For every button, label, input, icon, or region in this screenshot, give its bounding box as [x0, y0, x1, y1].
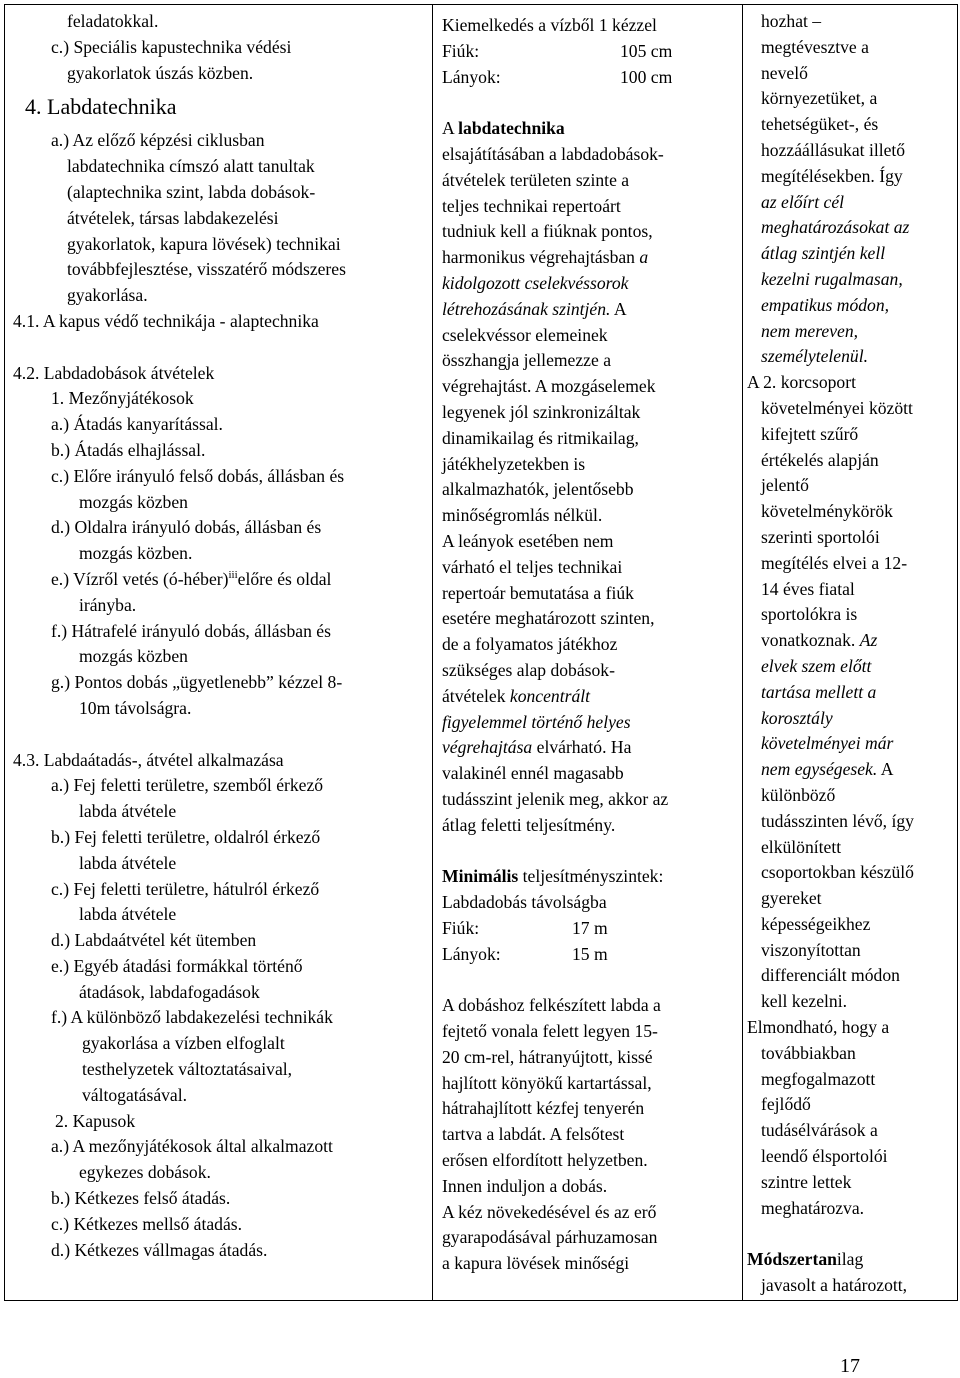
text-line: játékhelyzetekben is: [442, 453, 586, 474]
text-line: 14 éves fiatal: [761, 578, 855, 599]
list-item-cont: irányba.: [79, 594, 137, 615]
measure-row: [442, 942, 736, 968]
bold-text: labdatechnika: [458, 118, 565, 139]
text-line: hajlított könyökű kartartással,: [442, 1072, 652, 1093]
list-item: b.) Átadás elhajlással.: [51, 439, 206, 460]
text-line: empatikus módon,: [761, 294, 890, 315]
text-line: fejtető vonala felett legyen 15-: [442, 1021, 658, 1042]
text-line: dinamikailag és ritmikailag,: [442, 427, 639, 448]
text-line: értékelés alapján: [761, 449, 879, 470]
text-line: hátrahajlított kézfej tenyerén: [442, 1098, 645, 1119]
text-line: [747, 1247, 953, 1273]
text-line: Kiemelkedés a vízből 1 kézzel: [442, 15, 657, 35]
italic-text: a: [639, 247, 649, 268]
text-line: szintre lettek: [761, 1171, 852, 1192]
text-line: A dobáshoz felkészített labda a: [442, 995, 661, 1016]
text-line: javasolt a határozott,: [761, 1275, 908, 1296]
italic-text: Az: [859, 630, 878, 651]
text-line: labdatechnika címszó alatt tanultak: [67, 156, 315, 177]
text-line: cselekvéssor elemeinek: [442, 324, 608, 345]
text-line: megítélés elvei a 12-: [761, 552, 908, 573]
text-line: megfogalmazott: [761, 1068, 876, 1089]
text-line: minőségromlás nélkül.: [442, 505, 603, 526]
subsection-title: 4.3. Labdaátadás-, átvétel alkalmazása: [13, 749, 284, 770]
text-line: átlag szintjén kell: [761, 243, 886, 264]
subsection-title: 4.1. A kapus védő technikája - alaptechnika: [13, 310, 319, 331]
text-line: fejlődő: [761, 1094, 811, 1115]
text-line: gyarapodásával párhuzamosan: [442, 1227, 658, 1248]
list-item: c.) Kétkezes mellső átadás.: [51, 1213, 243, 1234]
italic-text: végrehajtása: [442, 737, 533, 758]
measure-value: 17 m: [572, 917, 608, 938]
text-line: leendő élsportolói: [761, 1146, 888, 1167]
text-line: [442, 245, 736, 271]
list-item: 2. Kapusok: [55, 1110, 136, 1131]
italic-text: nem egységesek.: [761, 759, 878, 780]
document-table: [4, 4, 958, 1301]
text-line: figyelemmel történő helyes: [442, 711, 631, 732]
list-item: b.) Fej feletti területre, oldalról érkező: [51, 826, 321, 847]
text-line: erősen elfordított helyzetben.: [442, 1150, 648, 1171]
text-line: 20 cm-rel, hátranyújtott, kissé: [442, 1046, 653, 1067]
footnote-ref: iii: [228, 569, 238, 582]
list-item: a.) Átadás kanyarítással.: [51, 414, 223, 435]
text: harmonikus végrehajtásban: [442, 247, 635, 268]
text-line: nem mereven,: [761, 320, 859, 341]
measure-value: 105 cm: [620, 40, 673, 61]
text-line: átvételek, társas labdakezelési: [67, 207, 279, 228]
measure-label: Fiúk:: [442, 40, 480, 61]
text-line: különböző: [761, 784, 836, 805]
subsection-title: 4.2. Labdadobások átvételek: [13, 362, 215, 383]
text-line: c.) Speciális kapustechnika védési: [51, 36, 292, 57]
text: vonatkoznak.: [761, 630, 856, 651]
list-item-cont: váltogatásával.: [82, 1084, 188, 1105]
text-line: követelményei már: [761, 733, 894, 754]
text-line: átlag feletti teljesítmény.: [442, 814, 616, 835]
measure-label: Fiúk:: [442, 917, 480, 938]
list-item: 1. Mezőnyjátékosok: [51, 388, 194, 409]
text-line: esetére meghatározott szinten,: [442, 608, 655, 629]
text-line: hozhat –: [761, 11, 822, 31]
text-line: kifejtett szűrő: [761, 423, 859, 444]
list-item: a.) A mezőnyjátékosok által alkalmazott: [51, 1136, 333, 1157]
text-line: tehetségüket-, és: [761, 114, 879, 135]
text-line: meghatározásokat az: [761, 217, 910, 238]
list-item-cont: labda átvétele: [79, 801, 177, 822]
measure-row: [442, 916, 736, 942]
text-line: kezelni rugalmasan,: [761, 268, 903, 289]
text-line: elvek szem előtt: [761, 655, 872, 676]
text-line: viszonyítottan: [761, 939, 861, 960]
text-line: legyenek jól szinkronizáltak: [442, 401, 641, 422]
text-line: csoportokban készülő: [761, 862, 914, 883]
text-line: nevelő: [761, 62, 808, 83]
list-item: b.) Kétkezes felső átadás.: [51, 1188, 231, 1209]
text-line: (alaptechnika szint, labda dobások-: [67, 181, 316, 202]
text-line: környezetüket, a: [761, 88, 878, 109]
italic-text: koncentrált: [509, 685, 591, 706]
list-item: d.) Labdaátvétel két ütemben: [51, 930, 257, 951]
measure-row: [442, 39, 736, 65]
text-line: tudásszint jelenik meg, akkor az: [442, 788, 669, 809]
measure-label: Lányok:: [442, 943, 501, 964]
list-item-cont: labda átvétele: [79, 904, 177, 925]
list-item-text: e.) Vízről vetés (ó-héber): [51, 568, 229, 589]
list-item: f.) A különböző labdakezelési technikák: [51, 1007, 333, 1028]
text-line: tudniuk kell a fiúknak pontos,: [442, 221, 653, 242]
text-line: korosztály: [761, 707, 833, 728]
text-line: gyereket: [761, 888, 822, 909]
measure-value: 15 m: [572, 943, 608, 964]
text-line: kell kezelni.: [761, 991, 847, 1012]
page-number: 17: [840, 1355, 860, 1377]
text: teljesítményszintek:: [522, 866, 664, 887]
text: átvételek: [442, 685, 506, 706]
text-line: a kapura lövések minőségi: [442, 1253, 630, 1274]
text-line: képességeikhez: [761, 913, 871, 934]
text: A: [880, 759, 894, 780]
list-item: [5, 567, 426, 593]
text-line: gyakorlása.: [67, 285, 148, 306]
text: A: [613, 298, 627, 319]
list-item-cont: testhelyzetek változtatásaival,: [82, 1059, 293, 1080]
text: A: [442, 118, 454, 139]
text-line: elsajátításában a labdadobások-: [442, 143, 664, 164]
text-line: Elmondható, hogy a: [747, 1017, 890, 1038]
text-line: megtévesztve a: [761, 36, 869, 57]
text-line: Labdadobás távolságba: [442, 892, 607, 913]
text-line: sportolókra is: [761, 604, 858, 625]
list-item-cont: labda átvétele: [79, 852, 177, 873]
text-line: jelentő: [761, 475, 809, 496]
text-line: személytelenül.: [761, 346, 868, 367]
text-line: [442, 116, 736, 142]
measure-label: Lányok:: [442, 66, 501, 87]
text-line: tudásszinten lévő, így: [761, 810, 914, 831]
text-line: megítélésekben. Így: [761, 165, 903, 186]
bold-text: Módszertan: [747, 1249, 837, 1270]
text-line: [442, 735, 736, 761]
text-line: követelményei között: [761, 397, 913, 418]
text-line: hozzáállásukat illető: [761, 139, 906, 160]
text-line: Innen induljon a dobás.: [442, 1175, 608, 1196]
list-item-cont: átadások, labdafogadások: [79, 981, 260, 1002]
italic-text: létrehozásának szintjén.: [442, 298, 611, 319]
list-item-cont: gyakorlása a vízben elfoglalt: [82, 1033, 285, 1054]
text-line: szerinti sportolói: [761, 526, 880, 547]
text-line: valakinél ennél magasabb: [442, 763, 624, 784]
list-item-cont: mozgás közben.: [79, 543, 193, 564]
measure-value: 100 cm: [620, 66, 673, 87]
text: elvárható. Ha: [536, 737, 632, 758]
list-item: e.) Egyéb átadási formákkal történő: [51, 955, 303, 976]
text-line: feladatokkal.: [67, 11, 159, 31]
text-line: várható el teljes technikai: [442, 556, 623, 577]
text-line: [747, 757, 953, 783]
text-line: elkülönített: [761, 836, 842, 857]
text-line: kidolgozott cselekvéssorok: [442, 272, 629, 293]
list-item-text: előre és oldal: [237, 568, 332, 589]
text-line: [442, 864, 736, 890]
list-item: f.) Hátrafelé irányuló dobás, állásban és: [51, 620, 331, 641]
text-line: alkalmazhatók, jelentősebb: [442, 479, 634, 500]
text: ilag: [836, 1249, 864, 1270]
text-line: tartása mellett a: [761, 681, 877, 702]
text-line: tudásélvárások a: [761, 1120, 878, 1141]
text-line: gyakorlatok úszás közben.: [67, 62, 254, 83]
text-line: repertoár bemutatása a fiúk: [442, 582, 634, 603]
section-heading: 4. Labdatechnika: [25, 94, 177, 120]
text-line: A kéz növekedésével és az erő: [442, 1201, 657, 1222]
text-line: [442, 297, 736, 323]
measure-row: [442, 65, 736, 91]
text-line: [747, 628, 953, 654]
text-line: [442, 684, 736, 710]
list-item: d.) Kétkezes vállmagas átadás.: [51, 1239, 268, 1260]
text-line: de a folyamatos játékhoz: [442, 634, 618, 655]
text-line: a.) Az előző képzési ciklusban: [51, 130, 265, 151]
text-line: A leányok esetében nem: [442, 530, 614, 551]
list-item-cont: mozgás közben: [79, 491, 188, 512]
list-item: c.) Fej feletti területre, hátulról érkező: [51, 878, 320, 899]
list-item: g.) Pontos dobás „ügyetlenebb” kézzel 8-: [51, 672, 343, 693]
list-item-cont: egykezes dobások.: [79, 1162, 211, 1183]
text-line: összhangja jellemezze a: [442, 350, 612, 371]
text-line: teljes technikai repertoárt: [442, 195, 621, 216]
bold-text: Minimális: [442, 866, 519, 887]
text-line: követelménykörök: [761, 501, 893, 522]
column-requirements: [433, 5, 743, 1300]
text-line: A 2. korcsoport: [747, 372, 856, 393]
text-line: továbbfejlesztése, visszatérő módszeres: [67, 259, 346, 280]
text-line: szükséges alap dobások-: [442, 659, 615, 680]
text-line: továbbiakban: [761, 1042, 856, 1063]
text-line: az előírt cél: [761, 191, 845, 212]
list-item: c.) Előre irányuló felső dobás, állásban és: [51, 465, 345, 486]
text-line: végrehajtást. A mozgáselemek: [442, 376, 656, 397]
text-line: gyakorlatok, kapura lövések) technikai: [67, 233, 341, 254]
text-line: tartva a labdát. A felsőtest: [442, 1124, 625, 1145]
text-line: átvételek területen szinte a: [442, 169, 630, 190]
list-item: d.) Oldalra irányuló dobás, állásban és: [51, 517, 322, 538]
text-line: meghatározva.: [761, 1197, 865, 1218]
list-item-cont: 10m távolságra.: [79, 697, 192, 718]
column-notes: [743, 5, 957, 1300]
list-item: a.) Fej feletti területre, szemből érkező: [51, 775, 324, 796]
column-curriculum: [5, 5, 433, 1300]
text-line: differenciált módon: [761, 965, 900, 986]
list-item-cont: mozgás közben: [79, 646, 188, 667]
